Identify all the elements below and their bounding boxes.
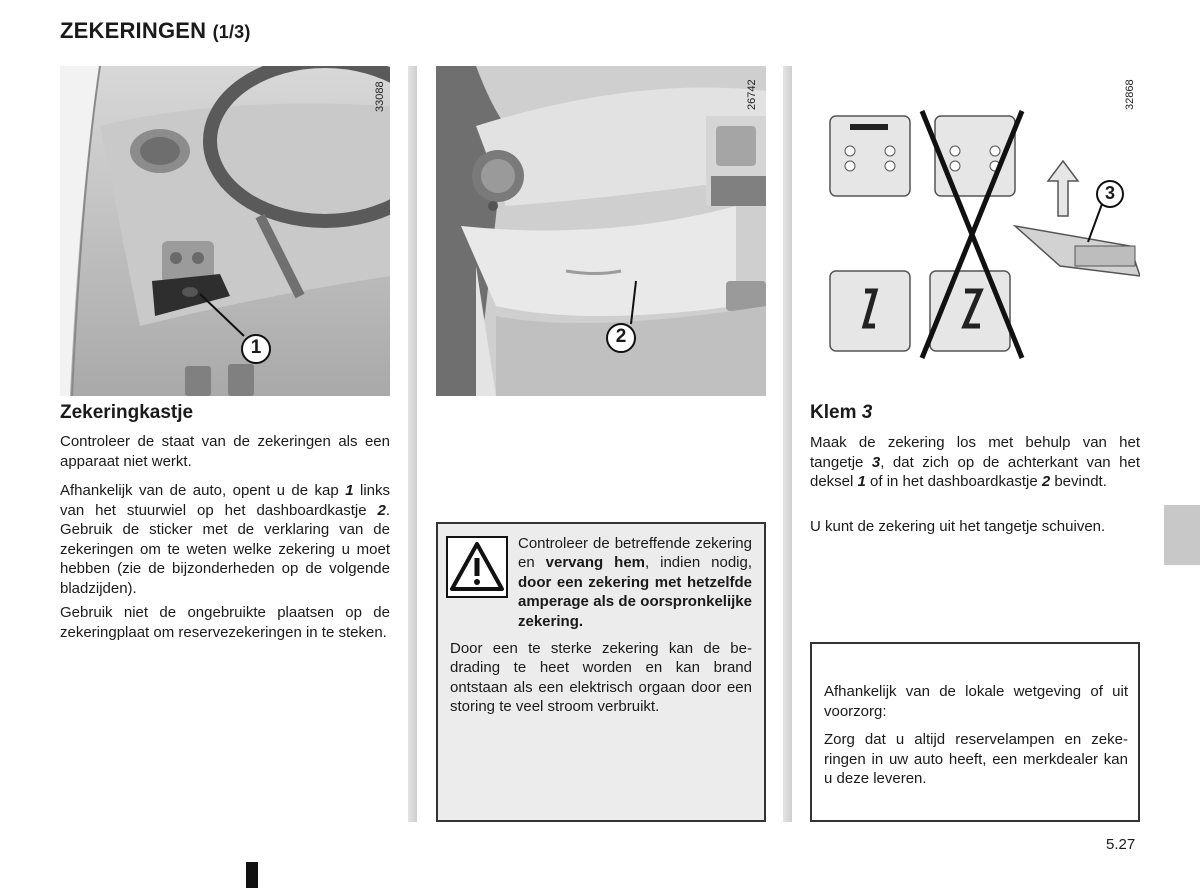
- text-run: Klem: [810, 402, 862, 423]
- text-run: Controleer de betreffende zekering en: [518, 535, 752, 572]
- column-divider-2: [783, 66, 792, 822]
- paragraph-unused-slots: Gebruik niet de ongebruikte plaatsen op de zekeringplaat om reservezekeringen in te steken.: [60, 604, 390, 641]
- figure-code: 32868: [1124, 79, 1136, 110]
- ref-number-3: 3: [861, 402, 873, 423]
- figure-fuse-clip: [810, 66, 1140, 396]
- ref-number-1: 1: [857, 473, 866, 491]
- figure-code: 33088: [374, 81, 386, 112]
- section-heading-clip: [810, 402, 872, 424]
- paragraph-check-fuses: Controleer de staat van de zekeringen als een apparaat niet werkt.: [60, 433, 390, 470]
- footer-mark: [246, 862, 258, 888]
- text-run: of in het dashboardkastje: [865, 473, 1042, 491]
- section-heading-fuse-box: Zekeringkastje: [60, 402, 194, 423]
- ref-number-3: 3: [871, 453, 881, 471]
- text-run: Maak de zekering los met behulp van het tangetje: [810, 434, 1140, 471]
- callout-2: 2: [615, 326, 627, 347]
- figure-code: 26742: [746, 79, 758, 110]
- figure-fuse-cover: [60, 66, 390, 396]
- figure-glovebox-illustration: [436, 66, 766, 396]
- note-box: [810, 642, 1140, 822]
- paragraph-remove-fuse: [810, 433, 1140, 492]
- note-paragraph-2: Zorg dat u altijd reservelampen en zekeringen in uw auto heeft, een merkdealer kan u deze leveren.: [824, 731, 1128, 788]
- ref-number-1: 1: [345, 482, 354, 499]
- paragraph-slide-fuse: U kunt de zekering uit het tangetje schuiven.: [810, 518, 1106, 535]
- text-run: links van het stuurwiel op het dashboardkastje: [60, 482, 390, 519]
- text-bold: door een zekering met hetzelfde amperage als de oorspronkelijke zekering.: [518, 573, 752, 630]
- figure-fuse-cover-illustration: [60, 66, 390, 396]
- warning-paragraph-2: Door een te sterke zekering kan de bedrading te heet worden en kan brand ontstaan als een elektrisch orgaan door een storing te veel stroom verbruikt.: [450, 640, 752, 716]
- callout-3: 3: [1104, 183, 1115, 203]
- page-title: [60, 18, 251, 44]
- chapter-tab: [1164, 505, 1200, 565]
- text-bold: vervang hem: [545, 554, 645, 572]
- callout-1: 1: [250, 337, 262, 358]
- text-run: , indien nodig,: [645, 554, 752, 572]
- text-run: , dat zich op de achterkant van het deksel: [810, 453, 1140, 491]
- page-number: 5.27: [1106, 836, 1136, 853]
- column-divider-1: [408, 66, 417, 822]
- note-paragraph-1: Afhankelijk van de lokale wetgeving of uit voorzorg:: [824, 683, 1128, 720]
- warning-text: [518, 534, 752, 631]
- ref-number-2: 2: [1041, 473, 1051, 491]
- figure-fuse-clip-illustration: [810, 66, 1140, 396]
- text-run: . Gebruik de sticker met de verklaring van de zekeringen om te weten welke zekering u moet hebben (zie de bijzonderheden op de volgende bladzijden).: [60, 501, 390, 597]
- warning-box: [436, 522, 766, 822]
- warning-triangle-icon: [446, 536, 508, 598]
- paragraph-open-cover: [60, 481, 390, 599]
- figure-glovebox: [436, 66, 766, 396]
- page-title-text: ZEKERINGEN: [60, 18, 207, 43]
- text-run: bevindt.: [1050, 473, 1107, 491]
- ref-number-2: 2: [377, 501, 386, 519]
- page-title-subtitle: (1/3): [212, 22, 251, 42]
- text-run: Afhankelijk van de auto, opent u de kap: [60, 482, 346, 499]
